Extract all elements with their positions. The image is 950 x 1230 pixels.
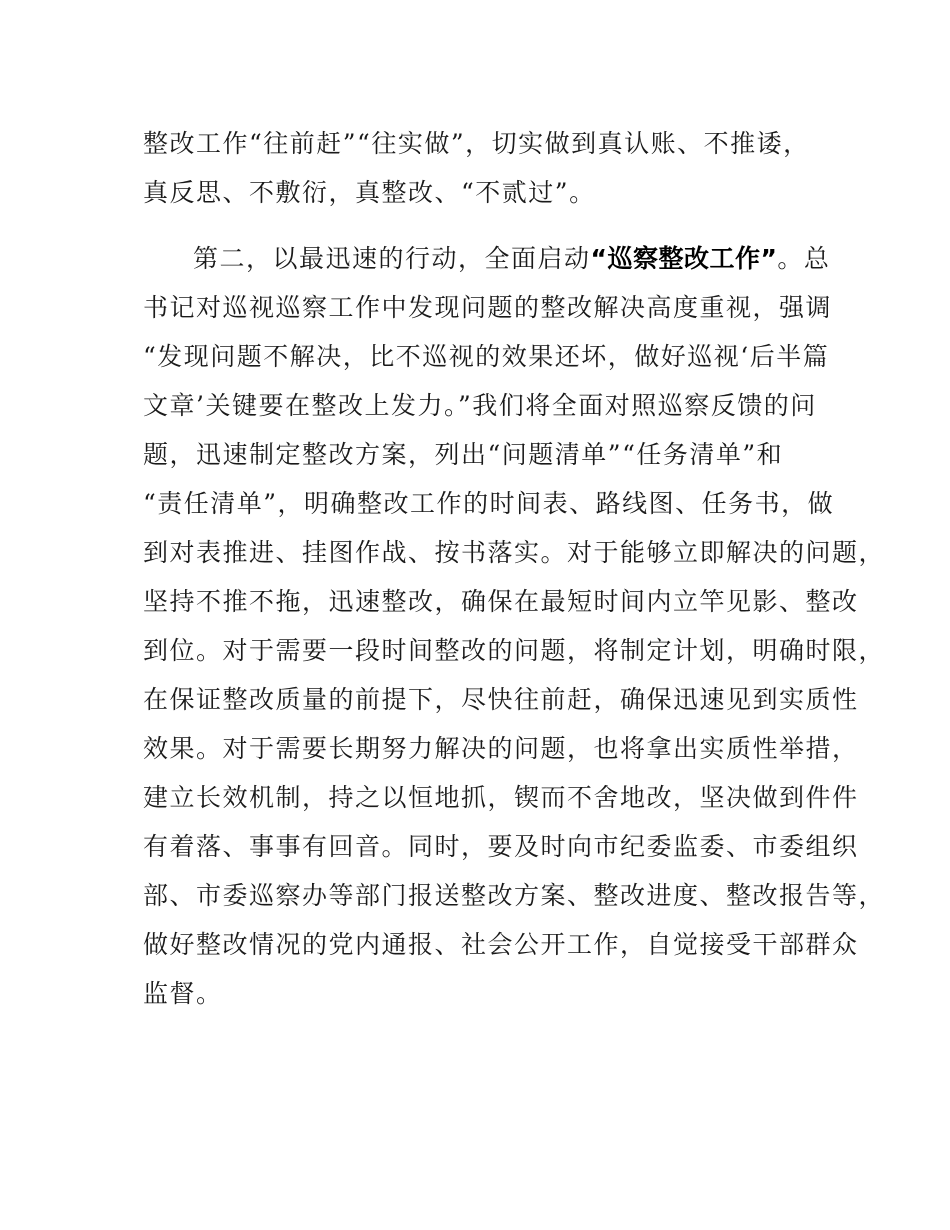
- paragraph-line: 有着落、事事有回音。同时，要及时向市纪委监委、市委组织: [143, 832, 859, 861]
- paragraph-line: 书记对巡视巡察工作中发现问题的整改解决高度重视，强调: [143, 293, 833, 322]
- paragraph-line: 建立长效机制，持之以恒地抓，锲而不舍地改，坚决做到件件: [143, 783, 859, 812]
- paragraph-line: 在保证整改质量的前提下，尽快往前赶，确保迅速见到实质性: [143, 685, 859, 714]
- paragraph-text: 第二，以最迅速的行动，全面启动: [193, 244, 591, 273]
- paragraph-line: 效果。对于需要长期努力解决的问题，也将拿出实质性举措，: [143, 734, 859, 763]
- paragraph-line: 题，迅速制定整改方案，列出“问题清单”“任务清单”和: [143, 440, 784, 469]
- paragraph-line: 到位。对于需要一段时间整改的问题，将制定计划，明确时限，: [143, 636, 886, 665]
- paragraph-line: 整改工作“往前赶”“往实做”，切实做到真认账、不推诿，: [143, 129, 810, 158]
- paragraph-line: 监督。: [143, 979, 223, 1008]
- paragraph-line: 做好整改情况的党内通报、社会公开工作，自觉接受干部群众: [143, 930, 859, 959]
- paragraph-line: 到对表推进、挂图作战、按书落实。对于能够立即解决的问题，: [143, 538, 886, 567]
- paragraph-line: 真反思、不敷衍，真整改、“不贰过”。: [143, 178, 596, 207]
- paragraph-first-line: [193, 239, 830, 279]
- paragraph-line: 坚持不推不拖，迅速整改，确保在最短时间内立竿见影、整改: [143, 587, 859, 616]
- paragraph-line: 部、市委巡察办等部门报送整改方案、整改进度、整改报告等，: [143, 881, 886, 910]
- paragraph-line: “发现问题不解决，比不巡视的效果还坏，做好巡视‘后半篇: [143, 342, 830, 371]
- paragraph-line: 文章’关键要在整改上发力。”我们将全面对照巡察反馈的问: [143, 391, 817, 420]
- emphasis-heading: “巡察整改工作”: [590, 244, 778, 273]
- paragraph-text: 。总: [777, 244, 831, 273]
- paragraph-line: “责任清单”，明确整改工作的时间表、路线图、任务书，做: [143, 489, 835, 518]
